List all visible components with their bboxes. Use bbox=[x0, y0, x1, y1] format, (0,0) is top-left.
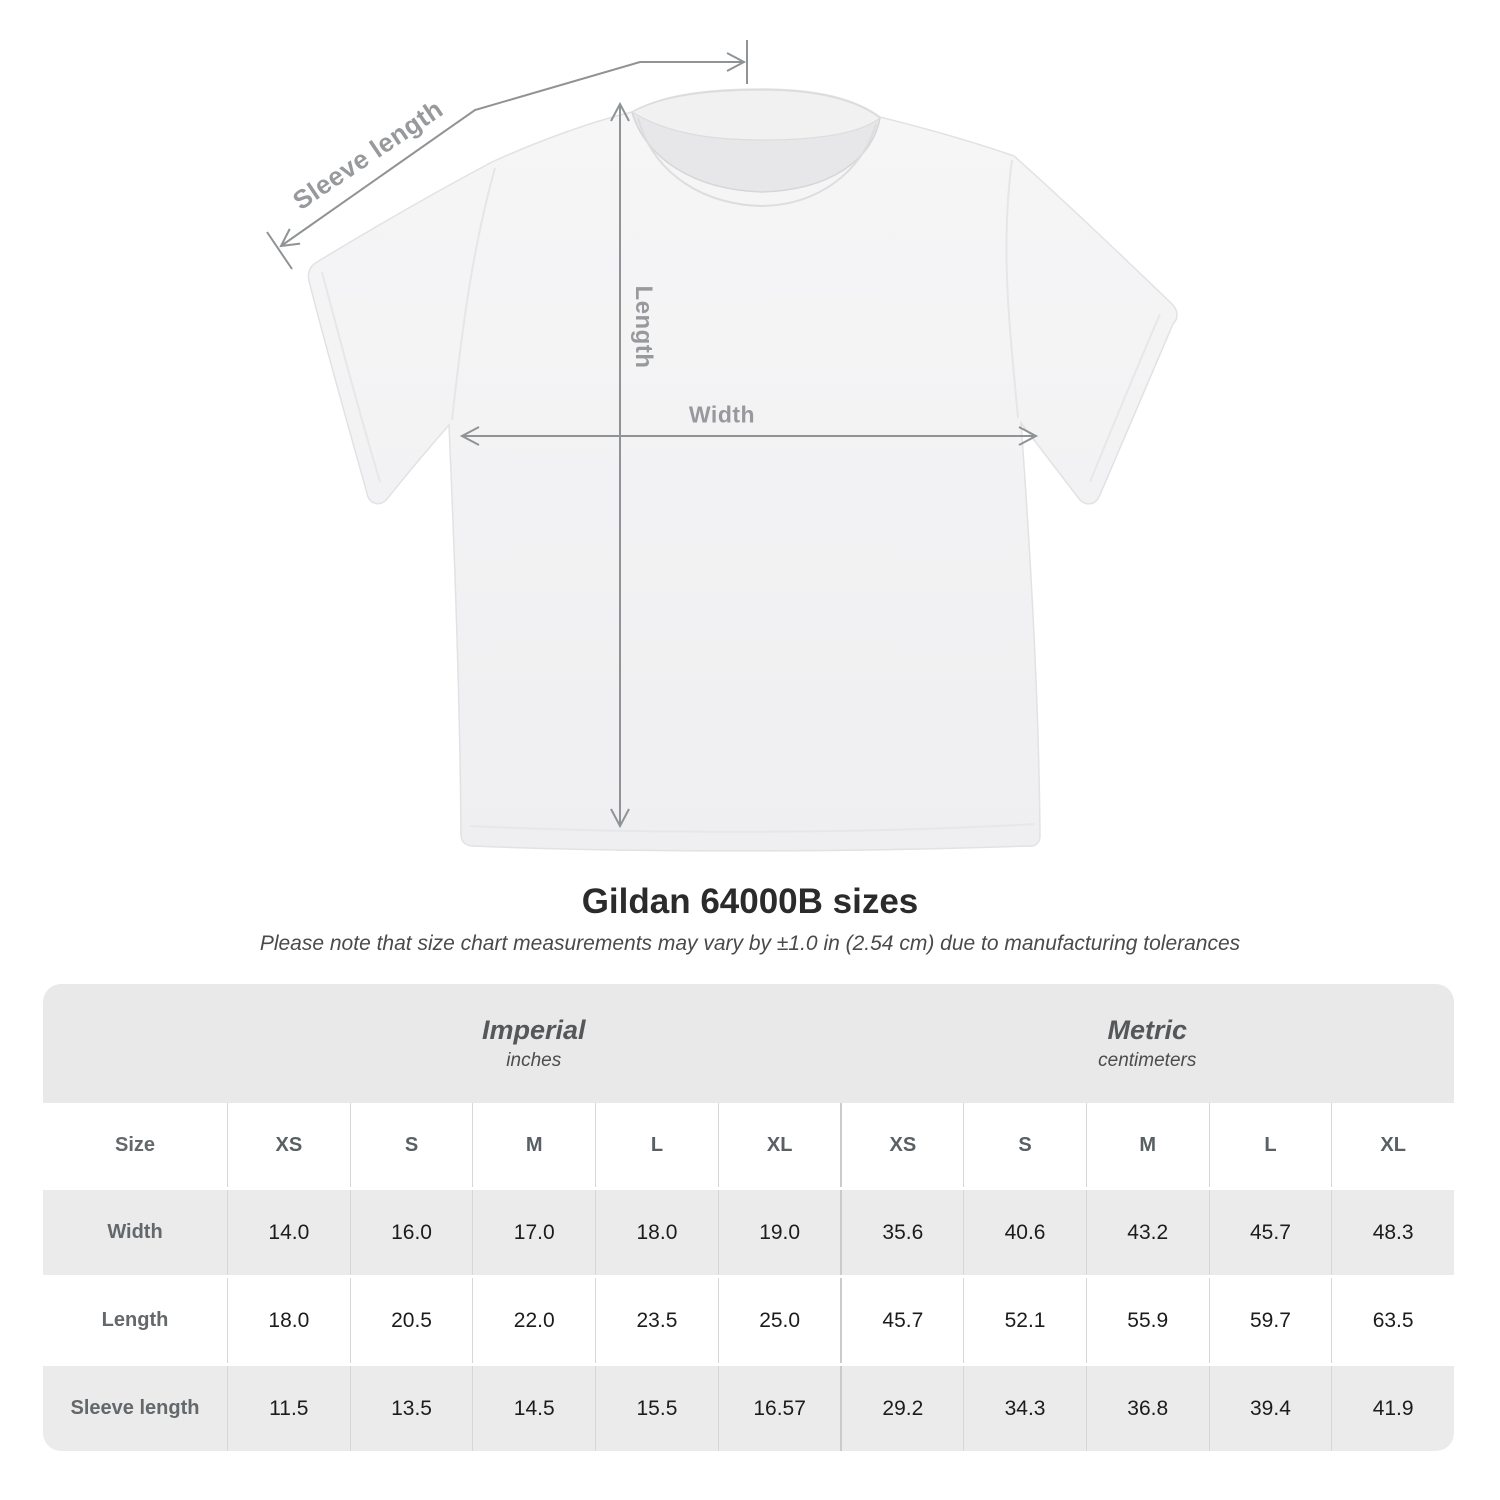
value-cell: 52.1 bbox=[963, 1278, 1086, 1363]
metric-group-unit: centimeters bbox=[1098, 1050, 1197, 1071]
size-table bbox=[43, 984, 1454, 1451]
value-cell: 48.3 bbox=[1331, 1190, 1454, 1275]
metric-group-name: Metric bbox=[1107, 1015, 1188, 1045]
sleeve-length-end-tick bbox=[267, 232, 292, 269]
value-cell: 22.0 bbox=[472, 1278, 595, 1363]
value-cell: 18.0 bbox=[227, 1278, 350, 1363]
value-cell: 40.6 bbox=[963, 1190, 1086, 1275]
value-cell: 23.5 bbox=[595, 1278, 718, 1363]
value-cell: 20.5 bbox=[350, 1278, 473, 1363]
value-cell: 63.5 bbox=[1331, 1278, 1454, 1363]
column-header-metric-l: L bbox=[1209, 1103, 1332, 1187]
row-label: Sleeve length bbox=[70, 1397, 200, 1419]
table-row-sleeve-length bbox=[43, 1363, 1454, 1451]
size-header-row bbox=[43, 1103, 1454, 1187]
value-cell: 16.57 bbox=[718, 1366, 841, 1451]
value-cell: 39.4 bbox=[1209, 1366, 1332, 1451]
group-header-spacer bbox=[43, 984, 227, 1103]
value-cell: 43.2 bbox=[1086, 1190, 1209, 1275]
row-label: Length bbox=[101, 1309, 169, 1331]
value-cell: 59.7 bbox=[1209, 1278, 1332, 1363]
value-cell: 45.7 bbox=[840, 1278, 963, 1363]
value-cell: 19.0 bbox=[718, 1190, 841, 1275]
length-label: Length bbox=[630, 285, 657, 369]
value-cell: 35.6 bbox=[840, 1190, 963, 1275]
value-cell: 34.3 bbox=[963, 1366, 1086, 1451]
value-cell: 29.2 bbox=[840, 1366, 963, 1451]
value-cell: 14.5 bbox=[472, 1366, 595, 1451]
column-header-metric-m: M bbox=[1086, 1103, 1209, 1187]
imperial-group-header bbox=[227, 984, 841, 1103]
column-header-metric-xl: XL bbox=[1331, 1103, 1454, 1187]
imperial-group-unit: inches bbox=[506, 1050, 562, 1071]
table-row-length bbox=[43, 1275, 1454, 1363]
unit-group-header-row bbox=[43, 984, 1454, 1103]
value-cell: 41.9 bbox=[1331, 1366, 1454, 1451]
column-header-imperial-l: L bbox=[595, 1103, 718, 1187]
column-header-metric-xs: XS bbox=[840, 1103, 963, 1187]
value-cell: 15.5 bbox=[595, 1366, 718, 1451]
value-cell: 16.0 bbox=[350, 1190, 473, 1275]
tolerance-note: Please note that size chart measurements may vary by ±1.0 in (2.54 cm) due to manufacturing tolerances bbox=[259, 932, 1241, 955]
column-header-imperial-xl: XL bbox=[718, 1103, 841, 1187]
value-cell: 36.8 bbox=[1086, 1366, 1209, 1451]
value-cell: 55.9 bbox=[1086, 1278, 1209, 1363]
value-cell: 11.5 bbox=[227, 1366, 350, 1451]
metric-group-header bbox=[841, 984, 1455, 1103]
value-cell: 18.0 bbox=[595, 1190, 718, 1275]
sleeve-length-label: Sleeve length bbox=[287, 93, 449, 216]
imperial-group-name: Imperial bbox=[481, 1015, 586, 1045]
table-row-width bbox=[43, 1187, 1454, 1275]
value-cell: 13.5 bbox=[350, 1366, 473, 1451]
row-label: Width bbox=[107, 1221, 163, 1243]
column-header-imperial-m: M bbox=[472, 1103, 595, 1187]
column-header-imperial-xs: XS bbox=[227, 1103, 350, 1187]
width-label: Width bbox=[688, 401, 756, 428]
value-cell: 45.7 bbox=[1209, 1190, 1332, 1275]
value-cell: 14.0 bbox=[227, 1190, 350, 1275]
page-title: Gildan 64000B sizes bbox=[581, 882, 919, 921]
column-header-imperial-s: S bbox=[350, 1103, 473, 1187]
value-cell: 17.0 bbox=[472, 1190, 595, 1275]
value-cell: 25.0 bbox=[718, 1278, 841, 1363]
size-column-header: Size bbox=[114, 1133, 156, 1156]
tshirt-body bbox=[308, 89, 1177, 851]
column-header-metric-s: S bbox=[963, 1103, 1086, 1187]
